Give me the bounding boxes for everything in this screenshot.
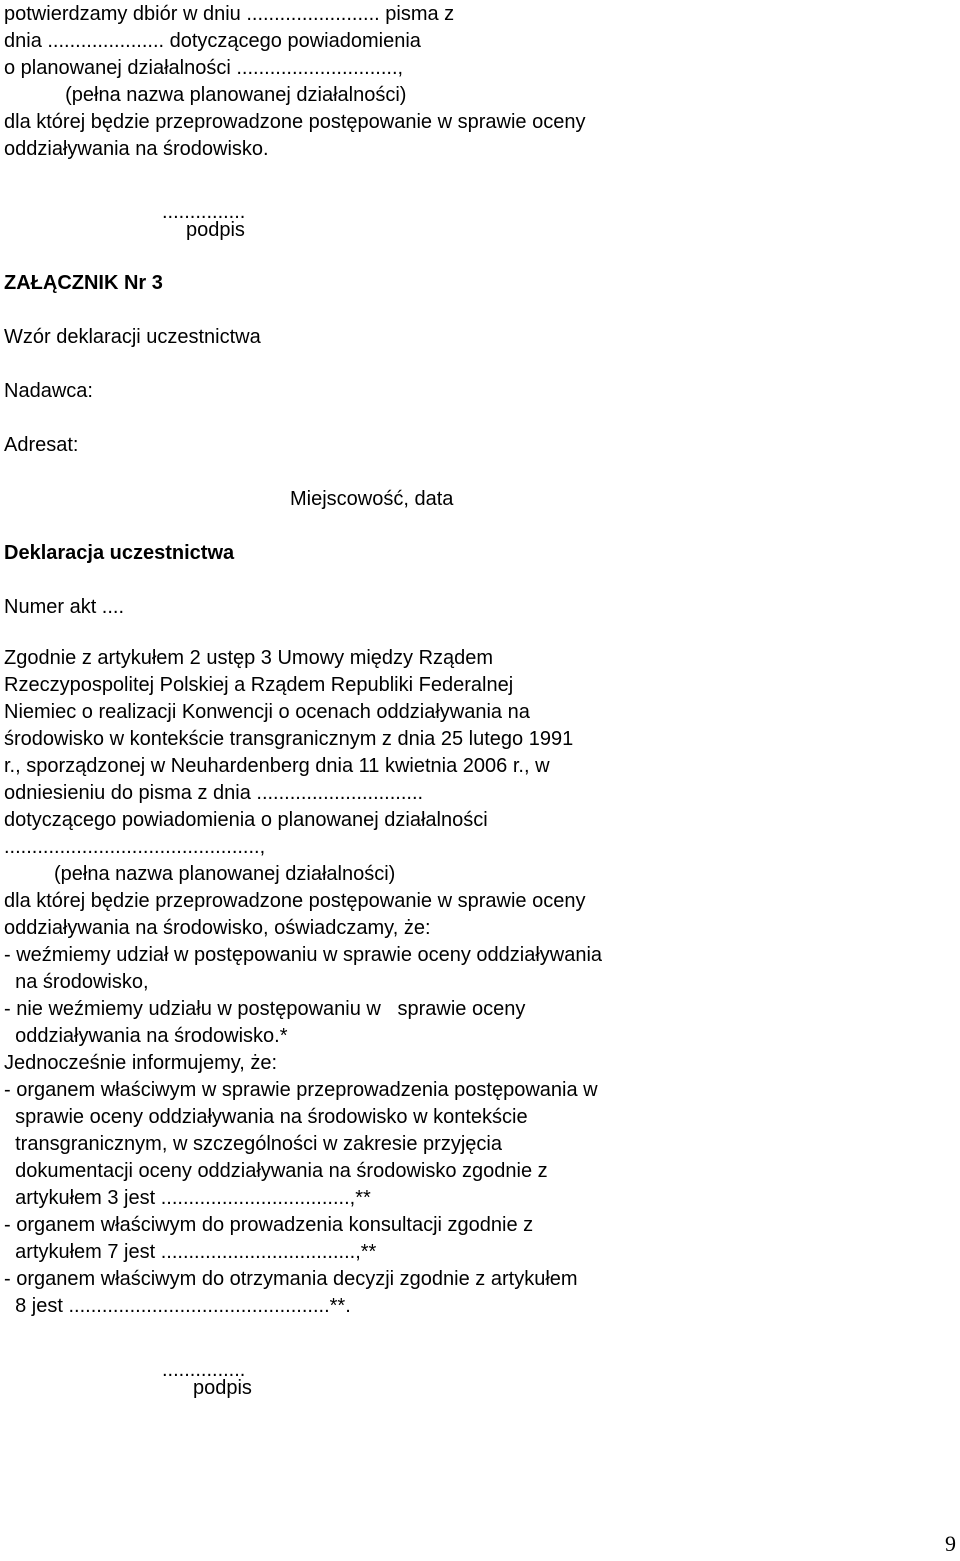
signature-dots-2: ...............: [162, 1359, 246, 1381]
text-line: - organem właściwym do prowadzenia konsultacji zgodnie z: [4, 1214, 534, 1236]
text-line: Jednocześnie informujemy, że:: [4, 1052, 278, 1074]
signature-label: podpis: [186, 219, 245, 241]
text-line: artykułem 3 jest ..................................,**: [4, 1187, 371, 1209]
text-line: artykułem 7 jest ...................................,**: [4, 1241, 377, 1263]
text-line: środowisko w kontekście transgranicznym z dnia 25 lutego 1991: [4, 728, 574, 750]
file-number: Numer akt ....: [4, 596, 125, 618]
recipient-label: Adresat:: [4, 434, 79, 456]
text-line: 8 jest ...............................................**.: [4, 1295, 351, 1317]
text-line: na środowisko,: [4, 971, 149, 993]
text-line: (pełna nazwa planowanej działalności): [4, 863, 396, 885]
signature-dots: ...............: [162, 201, 246, 223]
text-line: dla której będzie przeprowadzone postępowanie w sprawie oceny: [4, 890, 586, 912]
text-line: (pełna nazwa planowanej działalności): [4, 84, 407, 106]
text-line: ..............................................,: [4, 836, 266, 858]
text-line: oddziaływania na środowisko.*: [4, 1025, 288, 1047]
text-line: oddziaływania na środowisko.: [4, 138, 269, 160]
text-line: oddziaływania na środowisko, oświadczamy, że:: [4, 917, 431, 939]
annex-title: ZAŁĄCZNIK Nr 3: [4, 272, 163, 294]
template-title: Wzór deklaracji uczestnictwa: [4, 326, 261, 348]
text-line: - nie weźmiemy udziału w postępowaniu w sprawie oceny: [4, 998, 526, 1020]
text-line: dla której będzie przeprowadzone postępowanie w sprawie oceny: [4, 111, 586, 133]
signature-label-2: podpis: [193, 1377, 252, 1399]
text-line: o planowanej działalności .............................,: [4, 57, 404, 79]
text-line: - organem właściwym do otrzymania decyzji zgodnie z artykułem: [4, 1268, 578, 1290]
text-line: dnia ..................... dotyczącego powiadomienia: [4, 30, 421, 52]
text-line: Niemiec o realizacji Konwencji o ocenach oddziaływania na: [4, 701, 530, 723]
text-line: Zgodnie z artykułem 2 ustęp 3 Umowy między Rządem: [4, 647, 494, 669]
text-line: transgranicznym, w szczególności w zakresie przyjęcia: [4, 1133, 502, 1155]
place-date: Miejscowość, data: [290, 488, 454, 510]
text-line: sprawie oceny oddziaływania na środowisko w kontekście: [4, 1106, 528, 1128]
text-line: Rzeczypospolitej Polskiej a Rządem Republiki Federalnej: [4, 674, 514, 696]
sender-label: Nadawca:: [4, 380, 93, 402]
page-number: 9: [945, 1531, 956, 1556]
text-line: dokumentacji oceny oddziaływania na środowisko zgodnie z: [4, 1160, 548, 1182]
text-line: r., sporządzonej w Neuhardenberg dnia 11 kwietnia 2006 r., w: [4, 755, 550, 777]
text-line: odniesieniu do pisma z dnia ..............................: [4, 782, 424, 804]
text-line: dotyczącego powiadomienia o planowanej działalności: [4, 809, 488, 831]
text-line: - weźmiemy udział w postępowaniu w sprawie oceny oddziaływania: [4, 944, 603, 966]
text-line: - organem właściwym w sprawie przeprowadzenia postępowania w: [4, 1079, 598, 1101]
text-line: potwierdzamy dbiór w dniu ........................ pisma z: [4, 3, 455, 25]
declaration-title: Deklaracja uczestnictwa: [4, 542, 235, 564]
